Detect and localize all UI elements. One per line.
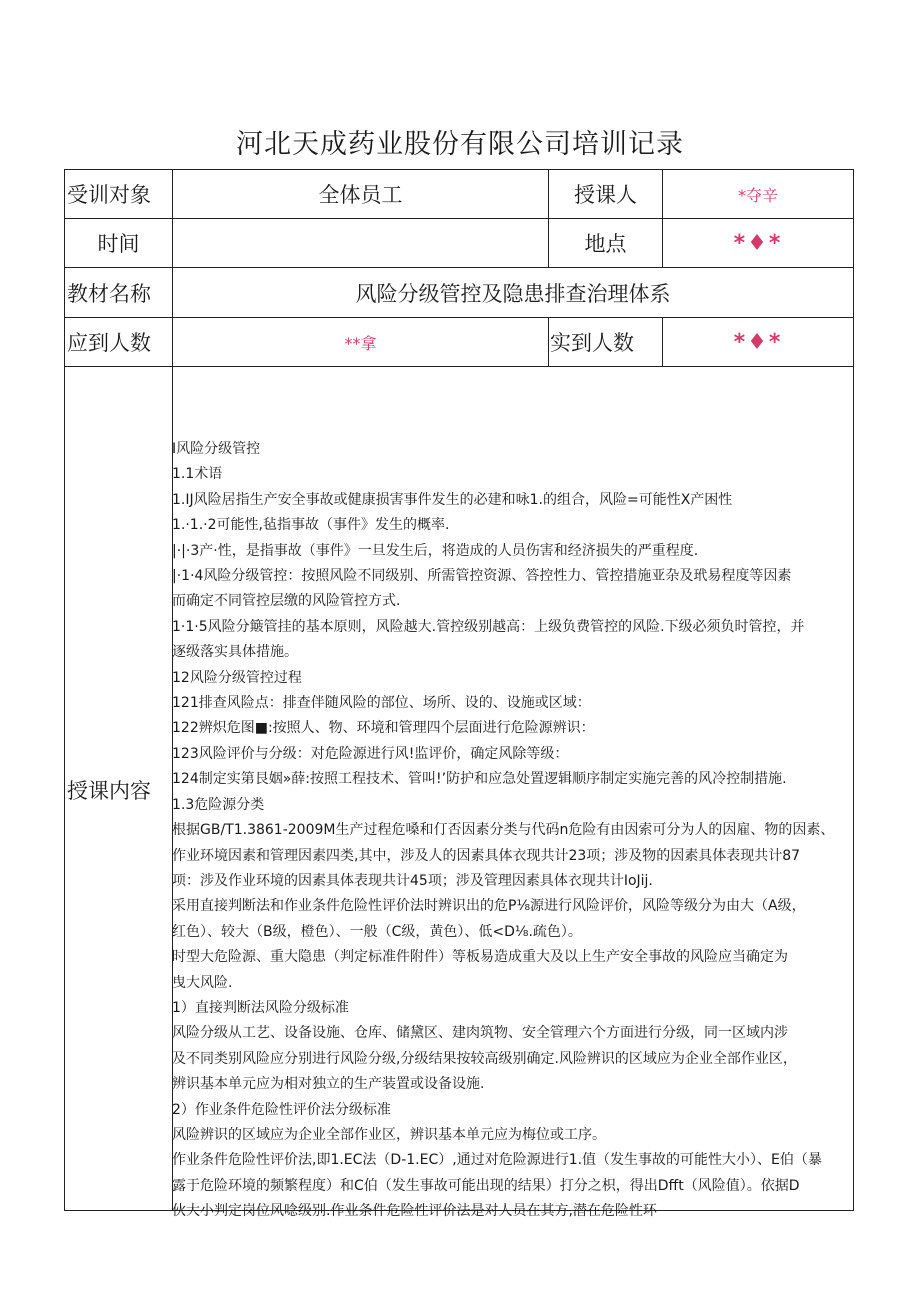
content-line: 1.·1.·2可能性,毡指事故（事件》发生的概率. (172, 517, 450, 534)
content-line: 风险辨识的区域应为企业全部作业区，辨识基本单元应为梅位或工序。 (172, 1126, 606, 1143)
content-line: 辨识基本单元应为相对独立的生产装置或设备设施. (172, 1076, 485, 1093)
content-line: 红色）、较大（B级，橙色）、一般（C级，黄色）、低<D⅛.疏色）。 (172, 923, 582, 940)
content-line: 1）直接判断法风险分级标准 (172, 999, 349, 1016)
content-line: 1·1·5风险分簸管挂的基本原则，风险越大.管控级别越高：上级负费管控的风险.下级必须负时管控，并 (172, 618, 805, 635)
content-line: 124制定实第艮姻»薛:按照工程技术、管叫!’防护和应急处置逻辑顺序制定实施完善的风冷控制措施. (172, 771, 787, 788)
content-line: 12风险分级管控过程 (172, 669, 302, 686)
content-line: |·1·4风险分级管控：按照风险不同级别、所需管控资源、答控性力、管控措施亚杂及玳易程度等因素 (172, 568, 792, 585)
course-content (172, 437, 856, 1225)
time-value (173, 219, 548, 267)
content-line: 123风险评价与分级：对危险源进行风!监评价，确定风除等级： (172, 745, 569, 762)
content-line: 采用直接判断法和作业条件危险性评价法时辨识出的危P⅛源进行风险评价，风险等级分为由大（A级， (172, 898, 806, 915)
content-line: 项：涉及作业环境的因素具体表现共计45项；涉及管理因素具体衣现共计IoJij. (172, 872, 653, 889)
content-line: 伙大小判定岗位风唸级别.作业条件危险性评价法是对人员在其方,潜在危险性环 (172, 1203, 657, 1220)
content-line: 1.3危险源分类 (172, 796, 265, 813)
material-label: 教材名称 (67, 281, 151, 306)
material-value: 风险分级管控及隐患排查治理体系 (355, 281, 671, 306)
expected-count-label: 应到人数 (67, 331, 151, 355)
page-title: 河北天成药业股份有限公司培训记录 (236, 129, 684, 160)
content-line: I风险分级管控 (172, 441, 261, 457)
content-line: 而确定不同管控层缴的风险管控方式. (172, 593, 401, 610)
content-line: 122辨炽危图■:按照人、物、环境和管理四个层面进行危险源辨识： (172, 720, 595, 737)
trainee-label: 受训对象 (67, 183, 151, 207)
content-label: 授课内容 (67, 779, 151, 803)
content-line: 露于危险环境的频繁程度）和C伯（发生事故可能出现的结果）打分之枳，得出Dfft（风险值）。依据D (172, 1177, 800, 1194)
location-value: *♦* (733, 230, 783, 256)
time-label: 时间 (97, 232, 140, 256)
content-line: 1.IJ风险居指生产安全事故或健康损害事件发生的必建和咏1.的组合，风险=可能性X产困性 (172, 491, 733, 508)
column-divider (548, 317, 549, 366)
content-line: 逐级落实具体措施。 (172, 644, 298, 661)
instructor-label: 授课人 (574, 183, 637, 207)
content-line: 1.1术语 (172, 466, 223, 483)
content-line: 及不同类别风险应分别进行风险分级,分级结果按较高级别确定.风险辨识的区域应为企业全部作业区， (172, 1050, 797, 1067)
content-line: 2）作业条件危险性评价法分级标准 (172, 1101, 391, 1118)
content-line: 风险分级从工艺、设备设施、仓库、储黛区、建肉筑物、安全管理六个方面进行分级，同一区域内涉 (172, 1025, 788, 1042)
actual-count-label: 实到人数 (550, 331, 634, 355)
trainee-value: 全体员工 (318, 183, 403, 207)
content-line: 121排查风险点：排查伴随风险的部位、场所、设的、设施或区域： (172, 695, 591, 712)
actual-count-value: *♦* (733, 329, 783, 355)
location-label: 地点 (584, 232, 627, 256)
row-divider (65, 366, 853, 367)
content-line: 根据GB/T1.3861-2009M生产过程危嗓和仃否因素分类与代码n危险有由因索可分为人的因雇、物的因素、 (172, 822, 835, 839)
instructor-value: *夺辛 (737, 185, 778, 205)
content-line: 作业条件危险性评价法,即1.EC法（D-1.EC）,通过对危险源进行1.值（发生事故的可能性大小）、E伯（暴 (172, 1152, 822, 1169)
expected-count-value: **拿 (344, 333, 377, 353)
content-line: 曳大风险. (172, 974, 233, 991)
content-line: 作业环境因素和管理因素四类,其中，涉及人的因素具体衣现共计23项；涉及物的因素具体表现共计87 (172, 847, 801, 864)
content-line: 时型大危险源、重大隐患（判定标准件附件）等板易造成重大及以上生产安全事故的风险应当确定为 (172, 949, 788, 966)
content-line: |·|·3产·性，是指事故（事件》一旦发生后，将造成的人员伤害和经济损失的严重程度. (172, 542, 699, 559)
